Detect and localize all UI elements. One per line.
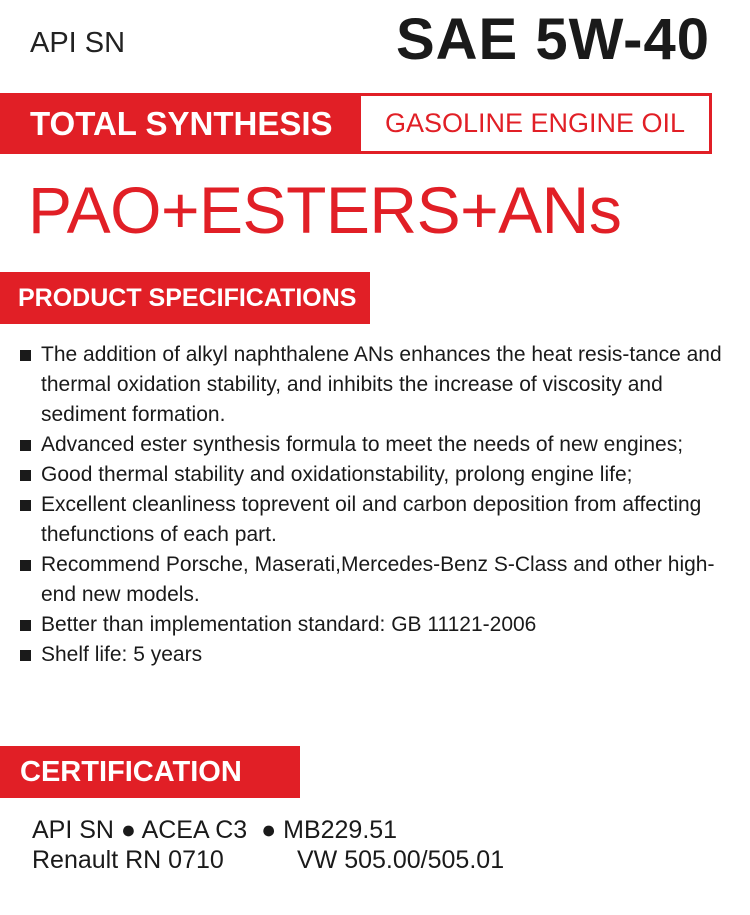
band-subtitle-box xyxy=(361,96,709,151)
certification-line-2-b: VW 505.00/505.01 xyxy=(297,846,505,874)
specifications-heading-label: PRODUCT SPECIFICATIONS xyxy=(18,283,357,312)
square-bullet-icon xyxy=(20,470,31,481)
list-item-text: The addition of alkyl naphthalene ANs enhances the heat resis-tance and thermal oxidation stability, and inhibits the increase of viscosity and sediment formation. xyxy=(41,343,722,426)
list-item-text: Better than implementation standard: GB 11121-2006 xyxy=(41,613,537,636)
list-item xyxy=(20,610,730,640)
list-item-text: Good thermal stability and oxidationstability, prolong engine life; xyxy=(41,463,633,486)
list-item xyxy=(20,430,730,460)
square-bullet-icon xyxy=(20,350,31,361)
list-item-text: Excellent cleanliness toprevent oil and carbon deposition from affecting thefunctions of each part. xyxy=(41,493,702,546)
list-item xyxy=(20,340,730,430)
formula-heading: PAO+ESTERS+ANs xyxy=(28,173,622,247)
list-item xyxy=(20,490,730,550)
list-item xyxy=(20,550,730,610)
list-item xyxy=(20,640,730,670)
certification-line-2-a: Renault RN 0710 xyxy=(32,846,224,874)
list-item xyxy=(20,460,730,490)
list-item-text: Advanced ester synthesis formula to meet the needs of new engines; xyxy=(41,433,684,456)
certification-line-1: API SN ● ACEA C3 ● MB229.51 xyxy=(32,816,398,844)
band-subtitle: GASOLINE ENGINE OIL xyxy=(384,108,686,138)
square-bullet-icon xyxy=(20,440,31,451)
square-bullet-icon xyxy=(20,500,31,511)
list-item-text: Recommend Porsche, Maserati,Mercedes-Benz S-Class and other high-end new models. xyxy=(41,553,715,606)
certification-heading xyxy=(0,746,300,798)
viscosity-grade: SAE 5W-40 xyxy=(395,7,710,72)
api-rating: API SN xyxy=(30,27,126,59)
certification-heading-label: CERTIFICATION xyxy=(20,755,242,788)
specifications-heading xyxy=(0,272,370,324)
square-bullet-icon xyxy=(20,650,31,661)
list-item-text: Shelf life: 5 years xyxy=(41,643,203,666)
square-bullet-icon xyxy=(20,620,31,631)
square-bullet-icon xyxy=(20,560,31,571)
band-title: TOTAL SYNTHESIS xyxy=(30,105,333,142)
specifications-list xyxy=(20,340,730,670)
